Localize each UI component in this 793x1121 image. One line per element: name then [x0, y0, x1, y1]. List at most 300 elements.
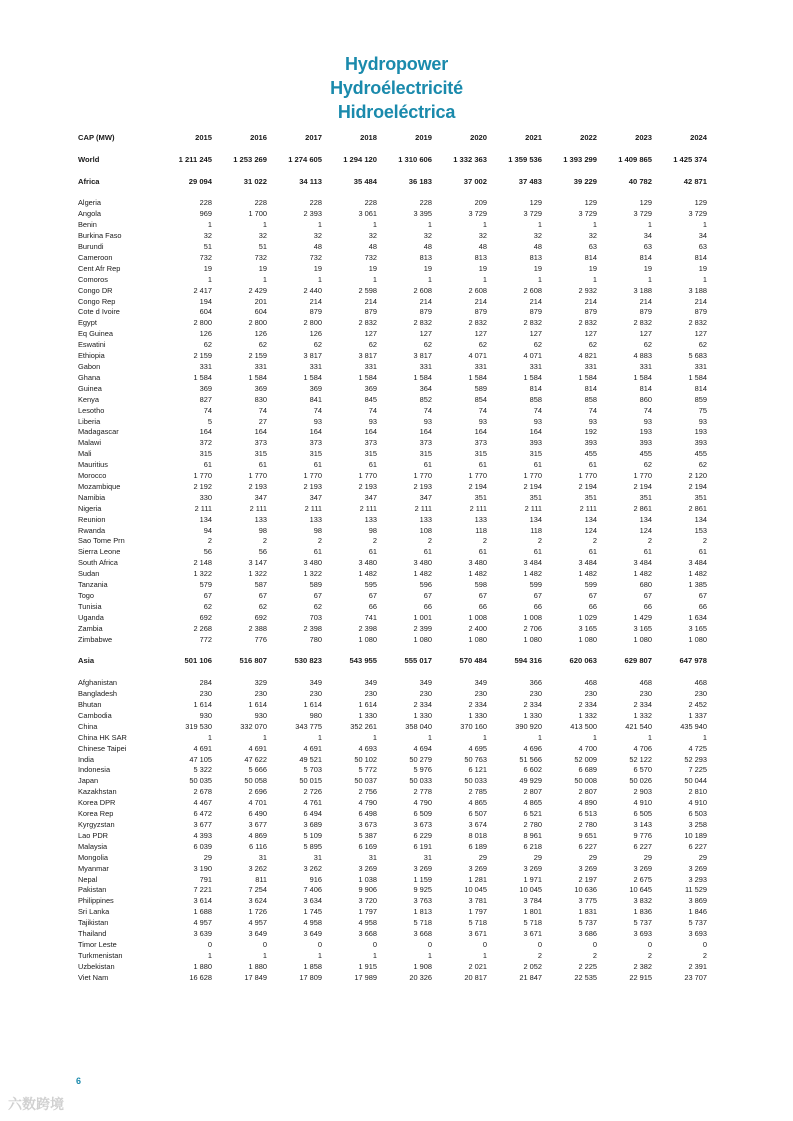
table-row — [78, 340, 707, 351]
value-cell: 4 821 — [578, 351, 597, 361]
value-cell: 3 480 — [358, 558, 377, 568]
value-cell: 118 — [475, 525, 487, 535]
value-cell: 48 — [533, 242, 542, 252]
value-cell: 2 800 — [193, 318, 212, 328]
value-cell: 7 225 — [688, 765, 707, 775]
table-row — [78, 951, 707, 962]
value-cell: 2 193 — [413, 481, 432, 491]
value-cell: 1 836 — [633, 907, 652, 917]
value-cell: 66 — [423, 601, 432, 611]
row-label: Gabon — [78, 361, 101, 371]
value-cell: 879 — [584, 307, 597, 317]
value-cell: 19 — [423, 263, 432, 273]
value-cell: 4 706 — [633, 743, 652, 753]
value-cell: 1 409 865 — [618, 154, 652, 164]
value-cell: 349 — [474, 678, 487, 688]
row-label: Mozambique — [78, 481, 121, 491]
value-cell: 732 — [364, 252, 377, 262]
value-cell: 1 858 — [303, 961, 322, 971]
value-cell: 127 — [419, 329, 432, 339]
value-cell: 17 989 — [354, 972, 377, 982]
value-cell: 5 322 — [193, 765, 212, 775]
value-cell: 34 113 — [299, 176, 322, 186]
value-cell: 3 729 — [633, 209, 652, 219]
value-cell: 1 — [537, 274, 542, 284]
value-cell: 1 — [262, 732, 267, 742]
value-cell: 1 — [372, 950, 377, 960]
row-label: Korea Rep — [78, 809, 114, 819]
value-cell: 51 — [203, 242, 212, 252]
value-cell: 230 — [254, 689, 267, 699]
value-cell: 5 737 — [688, 918, 707, 928]
value-cell: 42 871 — [683, 176, 707, 186]
value-cell: 3 674 — [468, 820, 487, 830]
row-label: Algeria — [78, 198, 102, 208]
value-cell: 214 — [419, 296, 432, 306]
value-cell: 1 — [317, 274, 322, 284]
value-cell: 1 159 — [413, 874, 432, 884]
value-cell: 732 — [254, 252, 267, 262]
value-cell: 1 080 — [633, 634, 652, 644]
row-label: World — [78, 154, 100, 164]
table-row — [78, 722, 707, 733]
value-cell: 3 190 — [193, 863, 212, 873]
value-cell: 2 111 — [524, 503, 542, 513]
value-cell: 34 — [698, 231, 707, 241]
value-cell: 2 598 — [358, 285, 377, 295]
value-cell: 67 — [643, 591, 652, 601]
value-cell: 5 718 — [523, 918, 542, 928]
value-cell: 127 — [639, 329, 652, 339]
value-cell: 93 — [313, 416, 322, 426]
value-cell: 351 — [584, 492, 597, 502]
value-cell: 370 160 — [460, 721, 487, 731]
value-cell: 3 634 — [303, 896, 322, 906]
value-cell: 1 801 — [523, 907, 542, 917]
row-label: Uzbekistan — [78, 961, 115, 971]
table-row — [78, 591, 707, 602]
value-cell: 3 147 — [248, 558, 267, 568]
value-cell: 214 — [584, 296, 597, 306]
value-cell: 369 — [199, 383, 212, 393]
value-cell: 62 — [643, 340, 652, 350]
table-row — [78, 395, 707, 406]
row-label: Lao PDR — [78, 830, 108, 840]
value-cell: 32 — [588, 231, 597, 241]
value-cell: 50 279 — [409, 754, 432, 764]
value-cell: 0 — [702, 939, 707, 949]
value-cell: 2 111 — [469, 503, 487, 513]
value-cell: 127 — [694, 329, 707, 339]
value-cell: 3 817 — [303, 351, 322, 361]
value-cell: 1 008 — [468, 612, 487, 622]
row-label: Nigeria — [78, 503, 102, 513]
value-cell: 63 — [698, 242, 707, 252]
value-cell: 1 — [702, 220, 707, 230]
row-label: Turkmenistan — [78, 950, 123, 960]
table-row — [78, 700, 707, 711]
value-cell: 19 — [588, 263, 597, 273]
value-cell: 1 — [317, 950, 322, 960]
row-label: Sierra Leone — [78, 547, 121, 557]
value-cell: 343 775 — [295, 721, 322, 731]
table-row — [78, 569, 707, 580]
value-cell: 852 — [419, 394, 432, 404]
value-cell: 604 — [254, 307, 267, 317]
value-cell: 10 645 — [629, 885, 652, 895]
value-cell: 3 671 — [468, 929, 487, 939]
value-cell: 0 — [592, 939, 597, 949]
value-cell: 66 — [368, 601, 377, 611]
spacer-row — [78, 984, 707, 995]
row-label: Cambodia — [78, 710, 112, 720]
value-cell: 1 614 — [248, 700, 267, 710]
value-cell: 2 780 — [578, 820, 597, 830]
value-cell: 5 737 — [633, 918, 652, 928]
value-cell: 393 — [584, 438, 597, 448]
value-cell: 3 775 — [578, 896, 597, 906]
value-cell: 2 785 — [468, 787, 487, 797]
value-cell: 50 033 — [409, 776, 432, 786]
value-cell: 39 229 — [573, 176, 597, 186]
value-cell: 703 — [309, 612, 322, 622]
row-label: Myanmar — [78, 863, 109, 873]
value-cell: 315 — [529, 449, 542, 459]
value-cell: 1 770 — [303, 471, 322, 481]
value-cell: 62 — [203, 340, 212, 350]
value-cell: 230 — [584, 689, 597, 699]
value-cell: 3 188 — [633, 285, 652, 295]
value-cell: 2 440 — [303, 285, 322, 295]
row-label: Kenya — [78, 394, 99, 404]
value-cell: 6 229 — [413, 830, 432, 840]
value-cell: 50 015 — [299, 776, 322, 786]
value-cell: 1 — [427, 274, 432, 284]
value-cell: 6 191 — [413, 841, 432, 851]
value-cell: 98 — [313, 525, 322, 535]
value-cell: 579 — [199, 580, 212, 590]
table-row — [78, 427, 707, 438]
value-cell: 22 535 — [574, 972, 597, 982]
value-cell: 52 293 — [684, 754, 707, 764]
value-cell: 230 — [419, 689, 432, 699]
value-cell: 455 — [639, 449, 652, 459]
value-cell: 2 452 — [688, 700, 707, 710]
value-cell: 1 001 — [413, 612, 432, 622]
value-cell: 164 — [199, 427, 212, 437]
value-cell: 3 262 — [248, 863, 267, 873]
value-cell: 393 — [529, 438, 542, 448]
value-cell: 133 — [474, 514, 487, 524]
value-cell: 6 218 — [523, 841, 542, 851]
value-cell: 56 — [203, 547, 212, 557]
value-cell: 29 — [588, 852, 597, 862]
value-cell: 3 689 — [303, 820, 322, 830]
value-cell: 2022 — [580, 133, 597, 142]
spacer-row — [78, 646, 707, 657]
value-cell: 0 — [262, 939, 267, 949]
table-row — [78, 264, 707, 275]
table-row — [78, 438, 707, 449]
value-cell: 1 880 — [248, 961, 267, 971]
value-cell: 1 813 — [413, 907, 432, 917]
value-cell: 596 — [419, 580, 432, 590]
value-cell: 108 — [419, 525, 432, 535]
value-cell: 2 — [702, 950, 707, 960]
value-cell: 74 — [533, 405, 542, 415]
table-row — [78, 504, 707, 515]
value-cell: 1 770 — [248, 471, 267, 481]
value-cell: 61 — [643, 547, 652, 557]
value-cell: 1 — [427, 220, 432, 230]
spacer-row — [78, 188, 707, 199]
value-cell: 63 — [588, 242, 597, 252]
value-cell: 1 029 — [578, 612, 597, 622]
value-cell: 390 920 — [515, 721, 542, 731]
value-cell: 62 — [588, 340, 597, 350]
value-cell: 74 — [643, 405, 652, 415]
value-cell: 51 566 — [519, 754, 542, 764]
value-cell: 2 — [702, 536, 707, 546]
value-cell: 19 — [368, 263, 377, 273]
value-cell: 4 071 — [468, 351, 487, 361]
value-cell: 3 614 — [193, 896, 212, 906]
value-cell: 9 925 — [413, 885, 432, 895]
value-cell: 230 — [364, 689, 377, 699]
value-cell: 31 — [313, 852, 322, 862]
value-cell: 62 — [313, 601, 322, 611]
value-cell: 1 — [262, 220, 267, 230]
value-cell: 32 — [533, 231, 542, 241]
table-row — [78, 820, 707, 831]
value-cell: 373 — [309, 438, 322, 448]
value-cell: 62 — [313, 340, 322, 350]
value-cell: 2 832 — [358, 318, 377, 328]
value-cell: 1 831 — [578, 907, 597, 917]
value-cell: 1 745 — [303, 907, 322, 917]
value-cell: 164 — [419, 427, 432, 437]
row-label: Nepal — [78, 874, 98, 884]
value-cell: 61 — [478, 460, 487, 470]
value-cell: 2 932 — [578, 285, 597, 295]
value-cell: 1 584 — [248, 372, 267, 382]
value-cell: 4 393 — [193, 830, 212, 840]
value-cell: 2 — [427, 536, 432, 546]
value-cell: 50 037 — [354, 776, 377, 786]
value-cell: 1 584 — [193, 372, 212, 382]
value-cell: 50 044 — [684, 776, 707, 786]
value-cell: 2 861 — [633, 503, 652, 513]
table-row — [78, 580, 707, 591]
value-cell: 1 038 — [358, 874, 377, 884]
value-cell: 2 807 — [578, 787, 597, 797]
value-cell: 879 — [309, 307, 322, 317]
value-cell: 814 — [639, 383, 652, 393]
value-cell: 7 221 — [193, 885, 212, 895]
value-cell: 1 584 — [413, 372, 432, 382]
value-cell: 124 — [639, 525, 652, 535]
value-cell: 129 — [639, 198, 652, 208]
value-cell: 1 — [317, 220, 322, 230]
value-cell: 2 194 — [578, 481, 597, 491]
value-cell: 93 — [478, 416, 487, 426]
table-row — [78, 417, 707, 428]
value-cell: 2 194 — [523, 481, 542, 491]
row-label: Mali — [78, 449, 92, 459]
value-cell: 2 382 — [633, 961, 652, 971]
value-cell: 879 — [639, 307, 652, 317]
value-cell: 19 — [258, 263, 267, 273]
value-cell: 859 — [694, 394, 707, 404]
table-row — [78, 242, 707, 253]
value-cell: 4 790 — [413, 798, 432, 808]
row-label: Egypt — [78, 318, 97, 328]
value-cell: 1 770 — [523, 471, 542, 481]
value-cell: 94 — [203, 525, 212, 535]
value-cell: 347 — [254, 492, 267, 502]
value-cell: 393 — [694, 438, 707, 448]
value-cell: 455 — [694, 449, 707, 459]
value-cell: 629 807 — [624, 656, 652, 666]
value-cell: 1 614 — [303, 700, 322, 710]
value-cell: 74 — [423, 405, 432, 415]
value-cell: 1 584 — [688, 372, 707, 382]
row-label: Tanzania — [78, 580, 108, 590]
value-cell: 1 332 — [578, 710, 597, 720]
value-cell: 2 148 — [193, 558, 212, 568]
table-row — [78, 678, 707, 689]
value-cell: 2 193 — [303, 481, 322, 491]
value-cell: 133 — [419, 514, 432, 524]
value-cell: 315 — [419, 449, 432, 459]
value-cell: 201 — [254, 296, 267, 306]
value-cell: 813 — [474, 252, 487, 262]
value-cell: 364 — [419, 383, 432, 393]
value-cell: 228 — [419, 198, 432, 208]
value-cell: 3 484 — [633, 558, 652, 568]
value-cell: 4 696 — [523, 743, 542, 753]
value-cell: 4 694 — [413, 743, 432, 753]
table-row — [78, 220, 707, 231]
value-cell: 29 — [478, 852, 487, 862]
table-row — [78, 755, 707, 766]
value-cell: 1 — [317, 732, 322, 742]
value-cell: 347 — [419, 492, 432, 502]
value-cell: 347 — [364, 492, 377, 502]
value-cell: 2017 — [305, 133, 322, 142]
value-cell: 31 022 — [243, 176, 267, 186]
value-cell: 17 809 — [299, 972, 322, 982]
value-cell: 50 033 — [464, 776, 487, 786]
value-cell: 1 080 — [523, 634, 542, 644]
value-cell: 1 — [482, 732, 487, 742]
value-cell: 2 807 — [523, 787, 542, 797]
value-cell: 19 — [203, 263, 212, 273]
value-cell: 50 058 — [244, 776, 267, 786]
value-cell: 5 718 — [413, 918, 432, 928]
value-cell: 3 262 — [303, 863, 322, 873]
value-cell: 164 — [529, 427, 542, 437]
value-cell: 741 — [364, 612, 377, 622]
value-cell: 814 — [694, 252, 707, 262]
value-cell: 2 052 — [523, 961, 542, 971]
value-cell: 1 — [537, 220, 542, 230]
value-cell: 3 784 — [523, 896, 542, 906]
table-row — [78, 918, 707, 929]
value-cell: 2 832 — [523, 318, 542, 328]
value-cell: 4 869 — [248, 830, 267, 840]
value-cell: 5 737 — [578, 918, 597, 928]
value-cell: 19 — [478, 263, 487, 273]
value-cell: 315 — [364, 449, 377, 459]
value-cell: 48 — [313, 242, 322, 252]
value-cell: 6 227 — [633, 841, 652, 851]
value-cell: 3 817 — [358, 351, 377, 361]
value-cell: 2 192 — [193, 481, 212, 491]
value-cell: 1 429 — [633, 612, 652, 622]
value-cell: 230 — [694, 689, 707, 699]
value-cell: 2 398 — [358, 623, 377, 633]
table-row — [78, 373, 707, 384]
row-label: Mongolia — [78, 852, 108, 862]
value-cell: 827 — [199, 394, 212, 404]
value-cell: 62 — [258, 340, 267, 350]
value-cell: 52 009 — [574, 754, 597, 764]
value-cell: 126 — [309, 329, 322, 339]
table-row — [78, 471, 707, 482]
value-cell: 6 227 — [688, 841, 707, 851]
spacer-row — [78, 667, 707, 678]
value-cell: 331 — [309, 361, 322, 371]
value-cell: 543 955 — [349, 656, 377, 666]
value-cell: 2 334 — [413, 700, 432, 710]
value-cell: 331 — [254, 361, 267, 371]
value-cell: 1 770 — [468, 471, 487, 481]
value-cell: 2 832 — [633, 318, 652, 328]
value-cell: 2 — [592, 950, 597, 960]
value-cell: 93 — [368, 416, 377, 426]
value-cell: 1 584 — [303, 372, 322, 382]
value-cell: 1 770 — [633, 471, 652, 481]
value-cell: 841 — [309, 394, 322, 404]
value-cell: 369 — [309, 383, 322, 393]
value-cell: 2 — [537, 536, 542, 546]
value-cell: 4 071 — [523, 351, 542, 361]
value-cell: 49 521 — [299, 754, 322, 764]
row-label: Angola — [78, 209, 102, 219]
table-row — [78, 482, 707, 493]
value-cell: 2 608 — [523, 285, 542, 295]
watermark-logo: 六数跨境 — [8, 1096, 64, 1112]
value-cell: 1 700 — [248, 209, 267, 219]
value-cell: 93 — [643, 416, 652, 426]
value-cell: 2 832 — [468, 318, 487, 328]
value-cell: 6 121 — [468, 765, 487, 775]
value-cell: 74 — [368, 405, 377, 415]
value-cell: 2015 — [195, 133, 212, 142]
value-cell: 1 294 120 — [343, 154, 377, 164]
row-label: CAP (MW) — [78, 133, 115, 142]
value-cell: 3 165 — [688, 623, 707, 633]
value-cell: 2 800 — [248, 318, 267, 328]
value-cell: 129 — [529, 198, 542, 208]
value-cell: 3 671 — [523, 929, 542, 939]
table-row — [78, 896, 707, 907]
value-cell: 2 778 — [413, 787, 432, 797]
table-row — [78, 940, 707, 951]
table-row — [78, 198, 707, 209]
value-cell: 194 — [199, 296, 212, 306]
